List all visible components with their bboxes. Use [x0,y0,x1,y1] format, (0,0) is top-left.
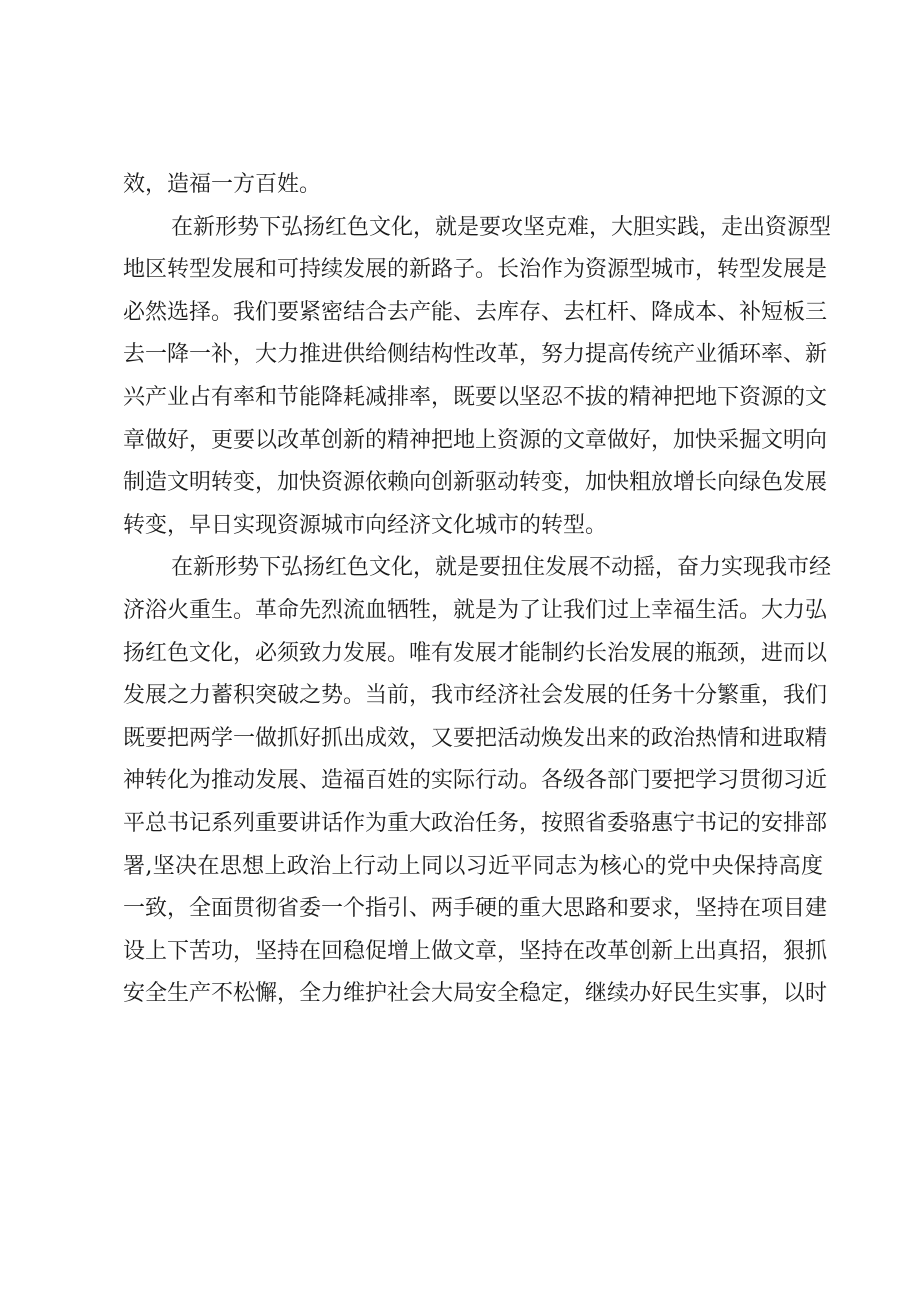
paragraph-line: 济浴火重生。革命先烈流血牺牲，就是为了让我们过上幸福生活。大力弘 [123,597,828,623]
paragraph-line: 兴产业占有率和节能降耗减排率，既要以坚忍不拔的精神把地下资源的文 [123,384,828,410]
paragraph-line: 一致，全面贯彻省委一个指引、两手硬的重大思路和要求，坚持在项目建 [123,896,828,922]
paragraph-line: 章做好，更要以改革创新的精神把地上资源的文章做好，加快采掘文明向 [123,427,828,453]
document-body [123,164,832,1016]
paragraph-line: 地区转型发展和可持续发展的新路子。长治作为资源型城市，转型发展是 [123,257,828,283]
paragraph-line: 扬红色文化，必须致力发展。唯有发展才能制约长治发展的瓶颈，进而以 [123,640,828,666]
paragraph-line: 转变，早日实现资源城市向经济文化城市的转型。 [123,512,608,538]
paragraph-line: 制造文明转变，加快资源依赖向创新驱动转变，加快粗放增长向绿色发展 [123,470,828,496]
paragraph-line: 平总书记系列重要讲话作为重大政治任务，按照省委骆惠宁书记的安排部 [123,810,828,836]
paragraph-line: 署,坚决在思想上政治上行动上同以习近平同志为核心的党中央保持高度 [123,853,823,879]
paragraph-line: 效，造福一方百姓。 [123,172,322,197]
paragraph-line: 发展之力蓄积突破之势。当前，我市经济社会发展的任务十分繁重，我们 [123,683,828,709]
paragraph-line: 去一降一补，大力推进供给侧结构性改革，努力提高传统产业循环率、新 [123,342,828,368]
paragraph-line: 在新形势下弘扬红色文化，就是要攻坚克难，大胆实践，走出资源型 [171,214,832,240]
paragraph-line: 在新形势下弘扬红色文化，就是要扭住发展不动摇，奋力实现我市经 [171,555,832,581]
paragraph-line: 神转化为推动发展、造福百姓的实际行动。各级各部门要把学习贯彻习近 [123,768,828,794]
paragraph-line: 必然选择。我们要紧密结合去产能、去库存、去杠杆、降成本、补短板三 [123,299,828,325]
paragraph-line: 安全生产不松懈，全力维护社会大局安全稳定，继续办好民生实事，以时 [123,981,828,1007]
paragraph-line: 既要把两学一做抓好抓出成效，又要把活动焕发出来的政治热情和进取精 [123,725,828,751]
paragraph-line: 设上下苦功，坚持在回稳促增上做文章，坚持在改革创新上出真招，狠抓 [123,938,828,964]
